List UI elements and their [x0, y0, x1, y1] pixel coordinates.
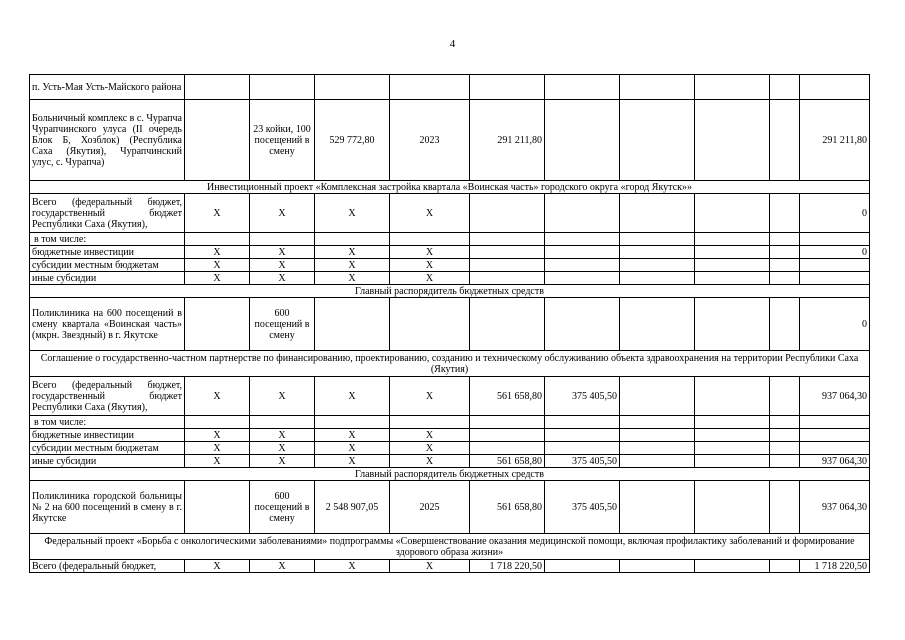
row-label-cell: Всего (федеральный бюджет, государственный бюджет Республики Саха (Якутия), — [30, 377, 185, 416]
table-row — [30, 75, 870, 100]
value-cell: X — [315, 455, 390, 468]
value-cell: X — [250, 442, 315, 455]
amount-cell — [470, 259, 545, 272]
row-label-cell: Всего (федеральный бюджет, — [30, 560, 185, 573]
amount-cell: 1 718 220,50 — [800, 560, 870, 573]
value-cell: 529 772,80 — [315, 100, 390, 181]
value-cell: X — [185, 560, 250, 573]
amount-cell — [770, 560, 800, 573]
value-cell: X — [315, 194, 390, 233]
value-cell: X — [250, 272, 315, 285]
value-cell: X — [315, 560, 390, 573]
amount-cell: 291 211,80 — [470, 100, 545, 181]
amount-cell — [770, 75, 800, 100]
amount-cell — [695, 455, 770, 468]
value-cell: X — [185, 246, 250, 259]
row-label-cell: бюджетные инвестиции — [30, 246, 185, 259]
amount-cell — [770, 272, 800, 285]
amount-cell — [620, 75, 695, 100]
section-header-row — [30, 181, 870, 194]
value-cell: 600 посещений в смену — [250, 481, 315, 534]
table-row — [30, 233, 870, 246]
amount-cell — [695, 75, 770, 100]
value-cell: X — [315, 272, 390, 285]
amount-cell — [545, 298, 620, 351]
amount-cell — [695, 246, 770, 259]
section-header-cell: Федеральный проект «Борьба с онкологическими заболеваниями» подпрограммы «Совершенствование оказания медицинской помощи, включая профилактику заболеваний и формирование здорового образа жизни» — [30, 534, 870, 560]
section-header-row — [30, 534, 870, 560]
value-cell — [390, 416, 470, 429]
amount-cell — [695, 194, 770, 233]
amount-cell — [620, 233, 695, 246]
amount-cell — [770, 233, 800, 246]
value-cell — [315, 416, 390, 429]
amount-cell — [770, 416, 800, 429]
amount-cell: 1 718 220,50 — [470, 560, 545, 573]
amount-cell — [620, 416, 695, 429]
amount-cell — [620, 259, 695, 272]
value-cell — [315, 233, 390, 246]
value-cell: X — [390, 560, 470, 573]
amount-cell: 561 658,80 — [470, 455, 545, 468]
amount-cell — [695, 259, 770, 272]
value-cell — [390, 75, 470, 100]
value-cell — [185, 298, 250, 351]
amount-cell: 375 405,50 — [545, 455, 620, 468]
table-row — [30, 194, 870, 233]
value-cell: X — [185, 429, 250, 442]
table-row — [30, 298, 870, 351]
value-cell: X — [315, 246, 390, 259]
value-cell: X — [250, 560, 315, 573]
row-label-cell: в том числе: — [30, 416, 185, 429]
table-row — [30, 272, 870, 285]
row-label-cell: Поликлиника городской больницы № 2 на 600 посещений в смену в г. Якутске — [30, 481, 185, 534]
amount-cell — [620, 455, 695, 468]
value-cell: X — [315, 377, 390, 416]
value-cell: X — [250, 194, 315, 233]
table-row — [30, 442, 870, 455]
amount-cell — [620, 560, 695, 573]
value-cell: 600 посещений в смену — [250, 298, 315, 351]
page-number: 4 — [449, 38, 456, 50]
table-row — [30, 416, 870, 429]
amount-cell — [470, 246, 545, 259]
value-cell: X — [185, 442, 250, 455]
value-cell — [250, 416, 315, 429]
value-cell: X — [315, 259, 390, 272]
amount-cell — [770, 377, 800, 416]
row-label-cell: Всего (федеральный бюджет, государственный бюджет Республики Саха (Якутия), — [30, 194, 185, 233]
amount-cell — [695, 298, 770, 351]
amount-cell — [545, 100, 620, 181]
amount-cell — [770, 481, 800, 534]
value-cell: X — [390, 194, 470, 233]
value-cell: X — [390, 377, 470, 416]
value-cell — [390, 233, 470, 246]
amount-cell — [800, 429, 870, 442]
value-cell — [185, 416, 250, 429]
amount-cell — [545, 560, 620, 573]
amount-cell — [470, 429, 545, 442]
amount-cell — [470, 75, 545, 100]
section-header-cell: Главный распорядитель бюджетных средств — [30, 285, 870, 298]
value-cell: X — [390, 442, 470, 455]
amount-cell — [620, 429, 695, 442]
amount-cell — [545, 246, 620, 259]
amount-cell — [545, 75, 620, 100]
value-cell: X — [250, 429, 315, 442]
value-cell: X — [185, 259, 250, 272]
amount-cell — [470, 194, 545, 233]
row-label-cell: бюджетные инвестиции — [30, 429, 185, 442]
row-label-cell: п. Усть-Мая Усть-Майского района — [30, 75, 185, 100]
value-cell — [315, 298, 390, 351]
amount-cell — [770, 429, 800, 442]
row-label-cell: иные субсидии — [30, 455, 185, 468]
amount-cell — [620, 377, 695, 416]
value-cell: X — [185, 377, 250, 416]
value-cell: X — [390, 429, 470, 442]
amount-cell — [770, 100, 800, 181]
amount-cell — [545, 416, 620, 429]
table-row — [30, 481, 870, 534]
table-row — [30, 100, 870, 181]
amount-cell — [545, 194, 620, 233]
section-header-row — [30, 468, 870, 481]
amount-cell — [695, 429, 770, 442]
amount-cell — [620, 272, 695, 285]
value-cell — [185, 75, 250, 100]
value-cell: X — [390, 246, 470, 259]
value-cell: X — [250, 455, 315, 468]
amount-cell — [620, 246, 695, 259]
row-label-cell: субсидии местным бюджетам — [30, 442, 185, 455]
row-label-cell: иные субсидии — [30, 272, 185, 285]
value-cell — [185, 233, 250, 246]
table-row — [30, 246, 870, 259]
amount-cell — [770, 455, 800, 468]
section-header-cell: Соглашение о государственно-частном партнерстве по финансированию, проектированию, созданию и техническому обслуживанию объекта здравоохранения на территории Республики Саха (Якутия) — [30, 351, 870, 377]
row-label-cell: субсидии местным бюджетам — [30, 259, 185, 272]
table-row — [30, 259, 870, 272]
value-cell — [185, 481, 250, 534]
amount-cell: 937 064,30 — [800, 481, 870, 534]
amount-cell — [800, 259, 870, 272]
amount-cell — [470, 416, 545, 429]
value-cell: X — [185, 455, 250, 468]
amount-cell — [695, 481, 770, 534]
amount-cell — [695, 272, 770, 285]
amount-cell — [620, 194, 695, 233]
amount-cell: 375 405,50 — [545, 377, 620, 416]
value-cell: 2023 — [390, 100, 470, 181]
amount-cell — [470, 233, 545, 246]
amount-cell — [770, 246, 800, 259]
amount-cell — [695, 233, 770, 246]
amount-cell — [620, 442, 695, 455]
amount-cell: 561 658,80 — [470, 481, 545, 534]
amount-cell: 937 064,30 — [800, 377, 870, 416]
amount-cell — [800, 442, 870, 455]
value-cell: X — [315, 429, 390, 442]
value-cell: 2 548 907,05 — [315, 481, 390, 534]
table-row — [30, 429, 870, 442]
value-cell — [315, 75, 390, 100]
table-row — [30, 560, 870, 573]
value-cell — [185, 100, 250, 181]
amount-cell — [800, 272, 870, 285]
row-label-cell: Больничный комплекс в с. Чурапча Чурапчинского улуса (II очередь Блок Б, Хозблок) (Республика Саха (Якутия), Чурапчинский улус, с. Чурапча) — [30, 100, 185, 181]
amount-cell — [800, 75, 870, 100]
value-cell: X — [185, 194, 250, 233]
amount-cell: 0 — [800, 194, 870, 233]
amount-cell — [770, 194, 800, 233]
amount-cell — [545, 442, 620, 455]
section-header-row — [30, 285, 870, 298]
value-cell: X — [315, 442, 390, 455]
budget-table — [29, 74, 870, 573]
row-label-cell: в том числе: — [30, 233, 185, 246]
value-cell: X — [185, 272, 250, 285]
value-cell: X — [390, 259, 470, 272]
budget-table-body — [30, 75, 870, 573]
amount-cell — [545, 429, 620, 442]
table-row — [30, 377, 870, 416]
section-header-row — [30, 351, 870, 377]
amount-cell — [545, 259, 620, 272]
value-cell — [250, 233, 315, 246]
amount-cell — [770, 259, 800, 272]
amount-cell — [695, 377, 770, 416]
amount-cell — [470, 272, 545, 285]
value-cell: 2025 — [390, 481, 470, 534]
amount-cell — [770, 442, 800, 455]
amount-cell — [620, 298, 695, 351]
value-cell: X — [250, 246, 315, 259]
amount-cell — [695, 442, 770, 455]
section-header-cell: Инвестиционный проект «Комплексная застройка квартала «Воинская часть» городского округа «город Якутск»» — [30, 181, 870, 194]
value-cell: X — [390, 272, 470, 285]
amount-cell — [695, 560, 770, 573]
amount-cell — [770, 298, 800, 351]
amount-cell — [470, 442, 545, 455]
amount-cell: 561 658,80 — [470, 377, 545, 416]
amount-cell — [545, 233, 620, 246]
table-row — [30, 455, 870, 468]
amount-cell — [800, 233, 870, 246]
amount-cell: 0 — [800, 298, 870, 351]
value-cell — [390, 298, 470, 351]
amount-cell: 375 405,50 — [545, 481, 620, 534]
section-header-cell: Главный распорядитель бюджетных средств — [30, 468, 870, 481]
value-cell: X — [390, 455, 470, 468]
value-cell: X — [250, 377, 315, 416]
amount-cell — [695, 100, 770, 181]
amount-cell: 937 064,30 — [800, 455, 870, 468]
value-cell — [250, 75, 315, 100]
amount-cell — [695, 416, 770, 429]
amount-cell — [545, 272, 620, 285]
amount-cell: 291 211,80 — [800, 100, 870, 181]
amount-cell — [620, 481, 695, 534]
amount-cell — [470, 298, 545, 351]
amount-cell — [800, 416, 870, 429]
value-cell: X — [250, 259, 315, 272]
row-label-cell: Поликлиника на 600 посещений в смену квартала «Воинская часть» (мкрн. Звездный) в г. Якутске — [30, 298, 185, 351]
amount-cell — [620, 100, 695, 181]
value-cell: 23 койки, 100 посещений в смену — [250, 100, 315, 181]
amount-cell: 0 — [800, 246, 870, 259]
